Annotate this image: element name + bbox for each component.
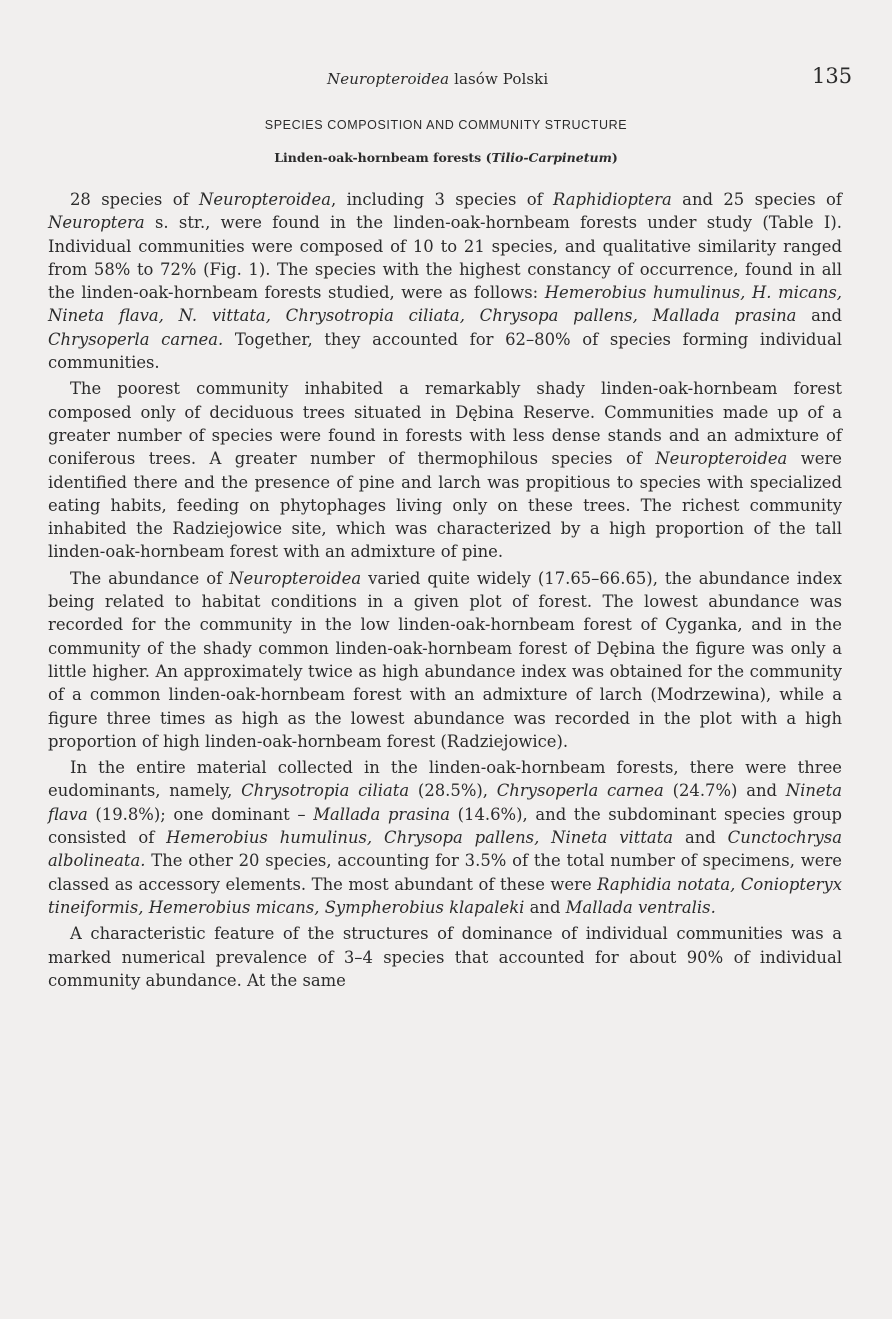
italic-term: Neuropteroidea (229, 568, 362, 588)
running-title (327, 70, 548, 88)
text-run: (14.6%), and the subdominant species group consisted of (48, 804, 843, 848)
italic-term: Chrysoperla carnea. (48, 329, 224, 349)
italic-term: Hemerobius humulinus, Chrysopa pallens, Nineta vittata (166, 828, 674, 848)
paragraph (48, 188, 842, 374)
text-run: were identified there and the presence of pine and larch was propitious to species with specialized eating habits, feeding on phytophages living only on these trees. The richest community inhabited the Radziejowice site, which was characterized by a high proportion of the tall linden-oak-hornbeam forest with an admixture of pine. (48, 449, 842, 562)
page-number: 135 (812, 64, 853, 88)
running-title-italic: Neuropteroidea (327, 70, 450, 88)
italic-term: Chrysotropia ciliata (241, 781, 410, 801)
section-heading: SPECIES COMPOSITION AND COMMUNITY STRUCTURE (264, 118, 628, 132)
subsection-heading (0, 150, 892, 165)
text-run: (24.7%) and (663, 781, 786, 801)
text-run: (28.5%), (409, 781, 497, 801)
text-run: and (673, 828, 728, 848)
text-run: In the entire material collected in the linden-oak-hornbeam forests, there were three eudominants, namely, (48, 758, 842, 801)
running-head (0, 64, 892, 94)
text-run: A characteristic feature of the structures of dominance of individual communities was a marked numerical prevalence of 3–4 species that accounted for about 90% of individual community abundance. At the same (48, 924, 842, 990)
text-run: and 25 species of (671, 190, 842, 209)
text-run: The abundance of (70, 568, 230, 588)
text-run: (19.8%); one dominant – (87, 804, 314, 824)
subsection-title-close: ) (611, 150, 618, 165)
text-run: The other 20 species, accounting for 3.5% of the total number of specimens, were classed as accessory elements. The most abundant of these were (48, 851, 842, 894)
text-run: s. str., were found in the linden-oak-hornbeam forests under study (Table I). Individual communities were composed of 10 to 21 species, and qualitative similarity ranged from 58% to 72% (Fig. 1). The species with the highest constancy of occurrence, found in all the linden-oak-hornbeam forests studied, were as follows: (48, 213, 842, 303)
italic-term: Hemerobius humulinus, H. micans, Nineta flava, N. vittata, Chrysotropia ciliata, Chrysopa pallens, Mallada prasina (48, 283, 842, 326)
text-run: varied quite widely (17.65–66.65), the abundance index being related to habitat conditions in a given plot of forest. The lowest abundance was recorded for the community in the low linden-oak-hornbeam forest of Cyganka, and in the community of the shady common linden-oak-hornbeam forest of Dębina the figure was only a little higher. An approximately twice as high abundance index was obtained for the community of a common linden-oak-hornbeam forest with an admixture of larch (Modrzewina), while a figure three times as high as the lowest abundance was recorded in the plot with a high proportion of high linden-oak-hornbeam forest (Radziejowice). (48, 568, 842, 751)
text-run: and (524, 897, 566, 917)
paragraph (48, 922, 842, 992)
italic-term: Nineta flava (48, 781, 842, 824)
italic-term: Mallada prasina (313, 804, 451, 824)
paragraph (48, 377, 842, 563)
text-run: , including 3 species of (331, 190, 554, 209)
italic-term: Chrysoperla carnea (496, 781, 664, 801)
running-title-rest: lasów Polski (449, 70, 549, 88)
subsection-title: Linden-oak-hornbeam forests ( (274, 150, 492, 165)
text-run: and (796, 306, 843, 326)
paragraph (48, 756, 842, 919)
text-run: The poorest community inhabited a remarkably shady linden-oak-hornbeam forest composed only of deciduous trees situated in Dębina Reserve. Communities made up of a greater number of species were found in forests with less dense stands and an admixture of coniferous trees. A greater number of thermophilous species of (48, 379, 842, 469)
paragraph (48, 567, 842, 753)
body-text (48, 188, 842, 992)
italic-term: Neuropteroidea (199, 190, 331, 209)
text-run: 28 species of (70, 190, 199, 209)
italic-term: Raphidia notata, Coniopteryx tineiformis, Hemerobius micans, Sympherobius klapaleki (48, 874, 842, 917)
italic-term: Neuropteroidea (655, 449, 788, 469)
italic-term: Cunctochrysa albolineata. (48, 828, 842, 871)
italic-term: Raphidioptera (553, 190, 672, 209)
subsection-title-italic: Tilio-Carpinetum (491, 150, 612, 165)
italic-term: Mallada ventralis. (565, 897, 716, 917)
text-run: Together, they accounted for 62–80% of species forming individual communities. (48, 329, 842, 373)
italic-term: Neuroptera (48, 213, 145, 233)
